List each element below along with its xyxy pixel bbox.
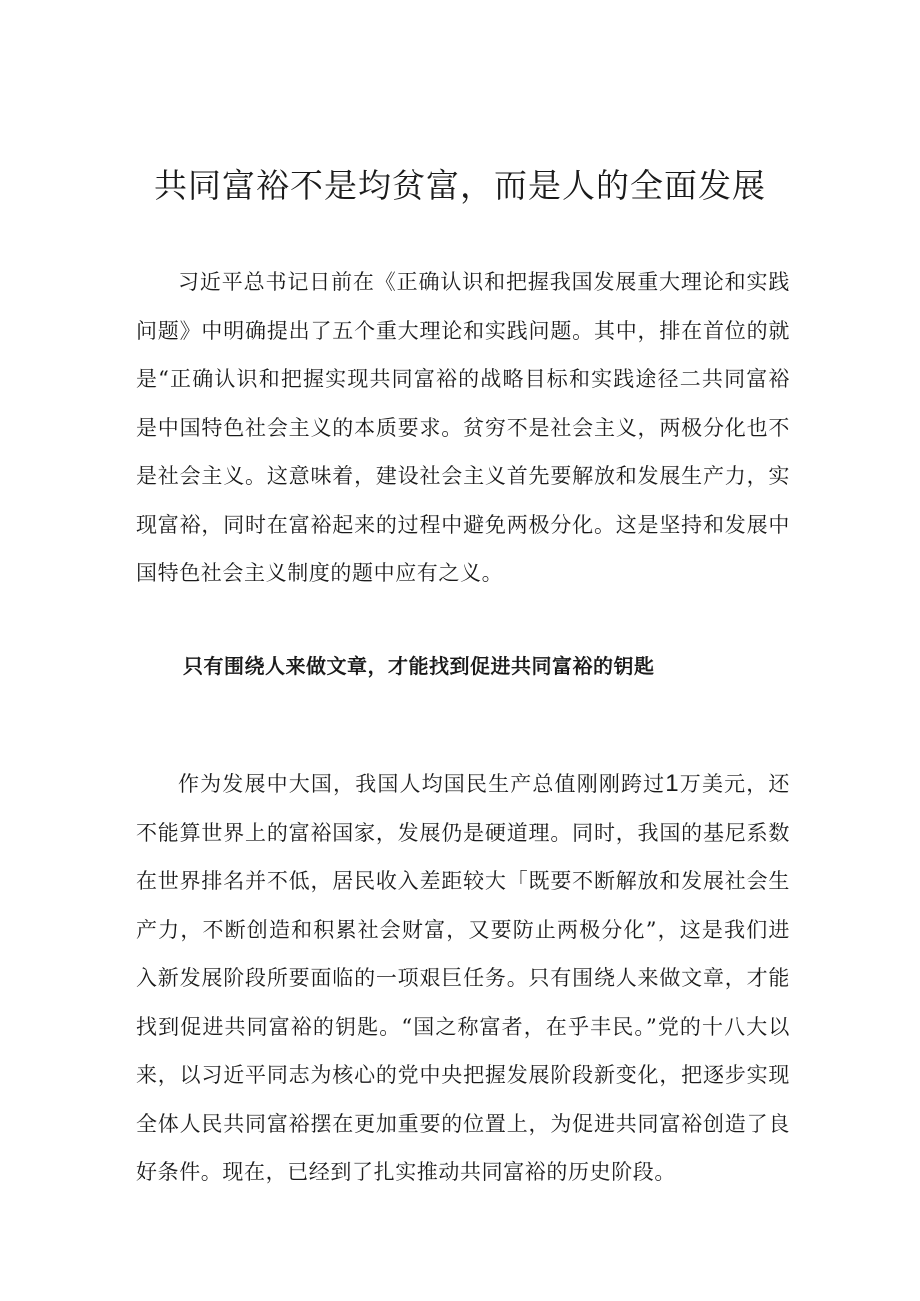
paragraph-development-text-start: 作为发展中大国，我国人均国民生产总值刚刚跨过: [178, 772, 666, 796]
page-title: 共同富裕不是均贫富，而是人的全面发展: [154, 166, 766, 205]
paragraph-development-number: 1: [665, 770, 680, 797]
paragraph-development-text-end: 万美元，还不能算世界上的富裕国家，发展仍是硬道理。同时，我国的基尼系数在世界排名并不低，居民收入差距较大「既要不断解放和发展社会生产力，不断创造和积累社会财富，又要防止两极分化”，这是我们进入新发展阶段所要面临的一项艰巨任务。只有围绕人来做文章，才能找到促进共同富裕的钥匙。“国之称富者，在乎丰民。”党的十八大以来，以习近平同志为核心的党中央把握发展阶段新变化，把逐步实现全体人民共同富裕摆在更加重要的位置上，为促进共同富裕创造了良好条件。现在，已经到了扎实推动共同富裕的历史阶段。: [136, 772, 790, 1184]
paragraph-development: [136, 760, 790, 1197]
paragraph-intro: 习近平总书记日前在《正确认识和把握我国发展重大理论和实践问题》中明确提出了五个重大理论和实践问题。其中，排在首位的就是“正确认识和把握实现共同富裕的战略目标和实践途径二共同富裕是中国特色社会主义的本质要求。贫穷不是社会主义，两极分化也不是社会主义。这意味着，建设社会主义首先要解放和发展生产力，实现富裕，同时在富裕起来的过程中避免两极分化。这是坚持和发展中国特色社会主义制度的题中应有之义。: [136, 270, 790, 585]
section-heading: 只有围绕人来做文章，才能找到促进共同富裕的钥匙: [183, 654, 655, 678]
